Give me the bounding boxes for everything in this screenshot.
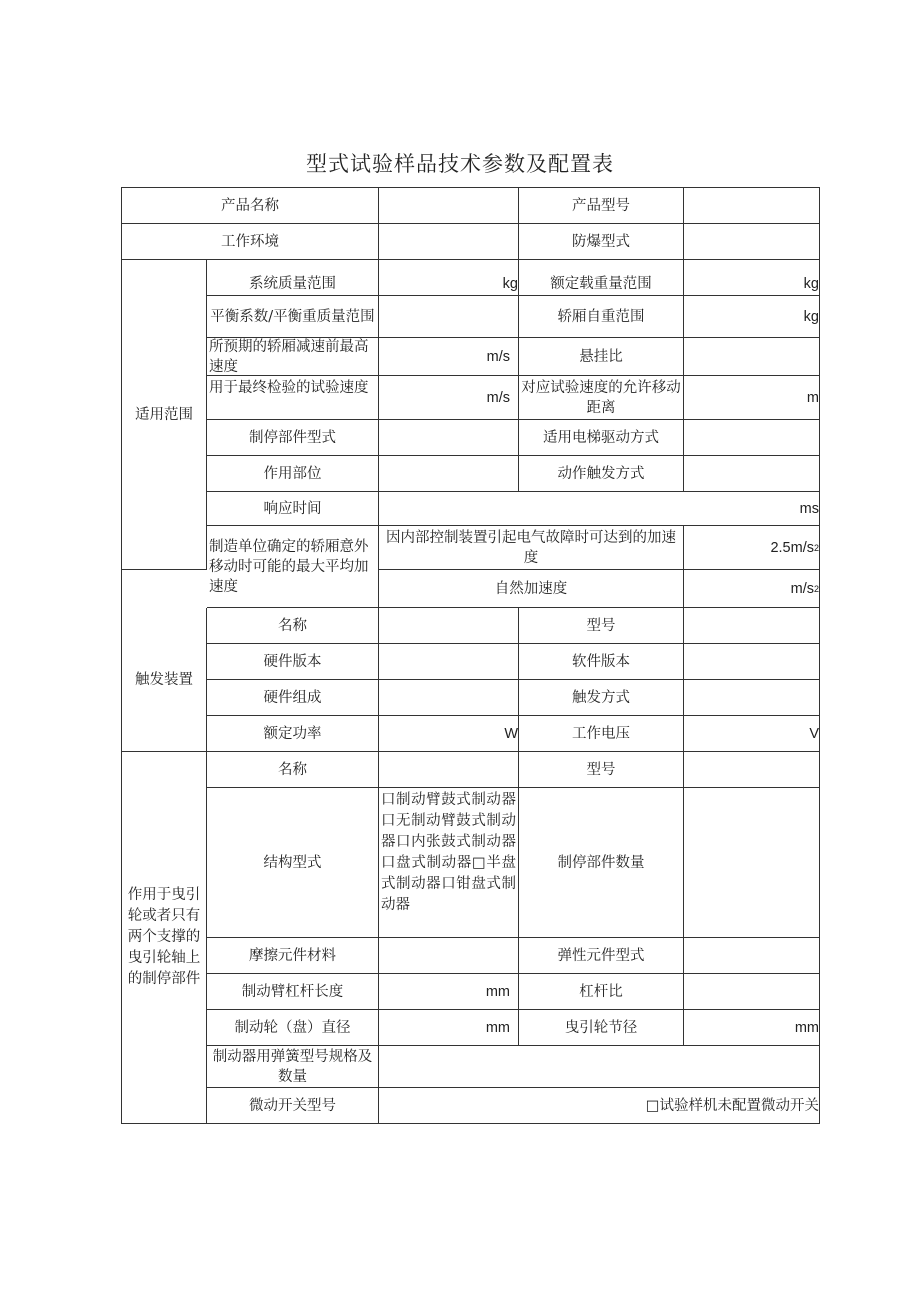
max-avg-accel-label: 制造单位确定的轿厢意外移动时可能的最大平均加速度	[207, 526, 379, 608]
fault-accel-number: 2.5m/s	[770, 539, 814, 556]
sw-version-value[interactable]	[684, 644, 820, 680]
allowed-distance-value[interactable]: m	[684, 376, 820, 420]
hw-composition-label: 硬件组成	[207, 680, 379, 716]
rated-power-label: 额定功率	[207, 716, 379, 752]
product-name-value[interactable]	[379, 188, 519, 224]
trigger-mode-label: 动作触发方式	[519, 456, 684, 492]
car-weight-label: 轿厢自重范围	[519, 296, 684, 338]
sheave-pitch-label: 曳引轮节径	[519, 1010, 684, 1046]
rated-power-value[interactable]: W	[379, 716, 519, 752]
friction-material-value[interactable]	[379, 938, 519, 974]
system-mass-value[interactable]: kg	[379, 260, 519, 296]
work-voltage-value[interactable]: V	[684, 716, 820, 752]
natural-accel-unit: m/s	[790, 580, 814, 597]
elastic-type-value[interactable]	[684, 938, 820, 974]
microswitch-label: 微动开关型号	[207, 1088, 379, 1124]
sw-version-label: 软件版本	[519, 644, 684, 680]
brake-type-label: 制停部件型式	[207, 420, 379, 456]
microswitch-checkbox-note[interactable]: □试验样机未配置微动开关	[645, 1097, 819, 1114]
suspension-label: 悬挂比	[519, 338, 684, 376]
car-weight-value[interactable]: kg	[684, 296, 820, 338]
action-site-label: 作用部位	[207, 456, 379, 492]
scope-section-label: 适用范围	[122, 260, 207, 570]
brake-count-value[interactable]	[684, 788, 820, 938]
trigger-type-label: 触发方式	[519, 680, 684, 716]
final-test-speed-label: 用于最终检验的试验速度	[207, 376, 379, 420]
lever-ratio-value[interactable]	[684, 974, 820, 1010]
microswitch-value[interactable]	[379, 1088, 820, 1124]
natural-accel-label: 自然加速度	[379, 570, 684, 608]
work-voltage-label: 工作电压	[519, 716, 684, 752]
trigger-model-value[interactable]	[684, 608, 820, 644]
brake-model-value[interactable]	[684, 752, 820, 788]
fault-accel-value[interactable]	[684, 526, 820, 570]
product-model-value[interactable]	[684, 188, 820, 224]
wheel-diameter-label: 制动轮（盘）直径	[207, 1010, 379, 1046]
system-mass-label: 系统质量范围	[207, 260, 379, 296]
balance-label: 平衡系数/平衡重质量范围	[207, 296, 379, 338]
elastic-type-label: 弹性元件型式	[519, 938, 684, 974]
superscript: 2	[813, 583, 819, 594]
explosion-proof-value[interactable]	[684, 224, 820, 260]
superscript: 2	[813, 542, 819, 553]
work-env-value[interactable]	[379, 224, 519, 260]
trigger-section-label: 触发装置	[122, 608, 207, 752]
fault-accel-label: 因内部控制装置引起电气故障时可达到的加速度	[379, 526, 684, 570]
arm-length-value[interactable]: mm	[379, 974, 519, 1010]
structure-label: 结构型式	[207, 788, 379, 938]
trigger-type-value[interactable]	[684, 680, 820, 716]
page-title: 型式试验样品技术参数及配置表	[306, 152, 614, 176]
wheel-diameter-value[interactable]: mm	[379, 1010, 519, 1046]
response-time-label: 响应时间	[207, 492, 379, 526]
spring-spec-value[interactable]	[379, 1046, 820, 1088]
trigger-mode-value[interactable]	[684, 456, 820, 492]
natural-accel-value[interactable]	[684, 570, 820, 608]
spring-spec-label: 制动器用弹簧型号规格及数量	[207, 1046, 379, 1088]
hw-version-value[interactable]	[379, 644, 519, 680]
parameter-table	[121, 187, 820, 1124]
hw-composition-value[interactable]	[379, 680, 519, 716]
final-test-speed-value[interactable]: m/s	[379, 376, 519, 420]
trigger-name-label: 名称	[207, 608, 379, 644]
allowed-distance-label: 对应试验速度的允许移动距离	[519, 376, 684, 420]
balance-value[interactable]	[379, 296, 519, 338]
suspension-value[interactable]	[684, 338, 820, 376]
response-time-value[interactable]: ms	[379, 492, 820, 526]
brake-section-label: 作用于曳引轮或者只有两个支撑的曳引轮轴上的制停部件	[122, 752, 207, 1124]
speed-before-decel-value[interactable]: m/s	[379, 338, 519, 376]
explosion-proof-label: 防爆型式	[519, 224, 684, 260]
work-env-label: 工作环境	[122, 224, 379, 260]
product-name-label: 产品名称	[122, 188, 379, 224]
brake-name-label: 名称	[207, 752, 379, 788]
lever-ratio-label: 杠杆比	[519, 974, 684, 1010]
hw-version-label: 硬件版本	[207, 644, 379, 680]
brake-model-label: 型号	[519, 752, 684, 788]
friction-material-label: 摩擦元件材料	[207, 938, 379, 974]
trigger-name-value[interactable]	[379, 608, 519, 644]
product-model-label: 产品型号	[519, 188, 684, 224]
brake-type-value[interactable]	[379, 420, 519, 456]
drive-type-label: 适用电梯驱动方式	[519, 420, 684, 456]
rated-load-label: 额定载重量范围	[519, 260, 684, 296]
structure-options[interactable]: 口制动臂鼓式制动器口无制动臂鼓式制动器口内张鼓式制动器口盘式制动器□半盘式制动器口钳盘式制动器	[379, 788, 519, 938]
trigger-model-label: 型号	[519, 608, 684, 644]
brake-count-label: 制停部件数量	[519, 788, 684, 938]
rated-load-value[interactable]: kg	[684, 260, 820, 296]
sheave-pitch-value[interactable]: mm	[684, 1010, 820, 1046]
drive-type-value[interactable]	[684, 420, 820, 456]
action-site-value[interactable]	[379, 456, 519, 492]
brake-name-value[interactable]	[379, 752, 519, 788]
arm-length-label: 制动臂杠杆长度	[207, 974, 379, 1010]
speed-before-decel-label: 所预期的轿厢减速前最高速度	[207, 338, 379, 376]
